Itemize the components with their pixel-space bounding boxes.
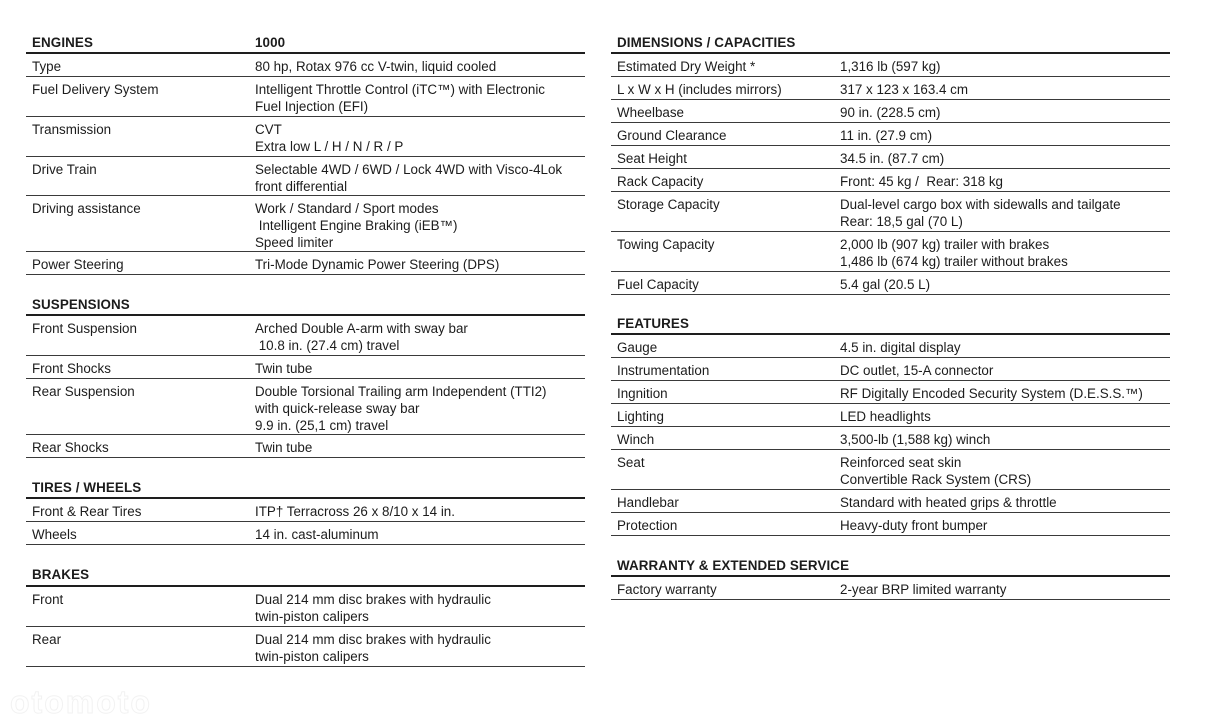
spec-label: Protection — [617, 518, 678, 533]
spec-row — [611, 335, 1170, 358]
spec-value: Front: 45 kg / Rear: 318 kg — [840, 174, 1004, 189]
spec-value: 2-year BRP limited warranty — [840, 582, 1007, 597]
brakes-section-title: BRAKES — [32, 567, 90, 582]
spec-value: 14 in. cast-aluminum — [255, 527, 379, 542]
spec-value: 80 hp, Rotax 976 cc V-twin, liquid cooled — [255, 59, 497, 74]
spec-value: Dual 214 mm disc brakes with hydraulic twin-piston calipers — [255, 592, 491, 624]
spec-value: ITP† Terracross 26 x 8/10 x 14 in. — [255, 504, 455, 519]
spec-value: 4.5 in. digital display — [840, 340, 961, 355]
spec-label: Power Steering — [32, 257, 124, 272]
spec-label: Seat Height — [617, 151, 687, 166]
spec-row — [26, 196, 585, 252]
spec-value: Standard with heated grips & throttle — [840, 495, 1057, 510]
spec-label: Front Shocks — [32, 361, 111, 376]
spec-value: Dual-level cargo box with sidewalls and tailgate Rear: 18,5 gal (70 L) — [840, 197, 1121, 229]
spec-row — [26, 627, 585, 667]
spec-label: Rear Suspension — [32, 384, 135, 399]
spec-label: Factory warranty — [617, 582, 717, 597]
spec-row — [611, 490, 1170, 513]
spec-label: Transmission — [32, 122, 112, 137]
spec-value: Arched Double A-arm with sway bar 10.8 in. (27.4 cm) travel — [255, 321, 468, 353]
engines-section-title: ENGINES — [32, 35, 93, 50]
spec-row — [26, 252, 585, 275]
spec-value: Double Torsional Trailing arm Independent (TTI2) with quick-release sway bar 9.9 in. (25,1 cm) travel — [255, 384, 547, 433]
spec-row — [26, 54, 585, 77]
spec-label: Ingnition — [617, 386, 668, 401]
spec-value: DC outlet, 15-A connector — [840, 363, 994, 378]
spec-row — [26, 356, 585, 379]
spec-row — [611, 77, 1170, 100]
spec-value: Dual 214 mm disc brakes with hydraulic twin-piston calipers — [255, 632, 491, 664]
suspensions-section-title: SUSPENSIONS — [32, 297, 130, 312]
spec-label: Lighting — [617, 409, 664, 424]
spec-label: Rear Shocks — [32, 440, 109, 455]
spec-value: 3,500-lb (1,588 kg) winch — [840, 432, 991, 447]
watermark: otomoto — [10, 684, 152, 720]
spec-label: Fuel Delivery System — [32, 82, 159, 97]
spec-row — [611, 272, 1170, 295]
spec-value: Reinforced seat skin Convertible Rack System (CRS) — [840, 455, 1032, 487]
spec-value: Heavy-duty front bumper — [840, 518, 988, 533]
spec-label: Handlebar — [617, 495, 679, 510]
spec-label: Front Suspension — [32, 321, 137, 336]
spec-value: Twin tube — [255, 440, 313, 455]
spec-row — [611, 123, 1170, 146]
spec-row — [611, 450, 1170, 490]
spec-row — [26, 435, 585, 458]
spec-value: 5.4 gal (20.5 L) — [840, 277, 931, 292]
spec-value: CVT Extra low L / H / N / R / P — [255, 122, 404, 154]
spec-row — [611, 169, 1170, 192]
spec-value: LED headlights — [840, 409, 931, 424]
spec-row — [26, 77, 585, 117]
spec-label: Ground Clearance — [617, 128, 727, 143]
spec-row — [611, 232, 1170, 272]
spec-value: Intelligent Throttle Control (iTC™) with Electronic Fuel Injection (EFI) — [255, 82, 545, 114]
spec-row — [26, 117, 585, 157]
spec-value: 317 x 123 x 163.4 cm — [840, 82, 969, 97]
spec-label: Type — [32, 59, 62, 74]
spec-label: Towing Capacity — [617, 237, 715, 252]
spec-label: Driving assistance — [32, 201, 141, 216]
spec-row — [611, 358, 1170, 381]
spec-label: Instrumentation — [617, 363, 710, 378]
dimensions-section-title: DIMENSIONS / CAPACITIES — [617, 35, 796, 50]
spec-label: Wheels — [32, 527, 77, 542]
features-section-title: FEATURES — [617, 316, 689, 331]
spec-value: Tri-Mode Dynamic Power Steering (DPS) — [255, 257, 500, 272]
spec-value: Work / Standard / Sport modes Intelligent Engine Braking (iEB™) Speed limiter — [255, 201, 458, 250]
spec-label: Storage Capacity — [617, 197, 720, 212]
spec-label: Estimated Dry Weight * — [617, 59, 756, 74]
spec-value: Twin tube — [255, 361, 313, 376]
spec-label: Front & Rear Tires — [32, 504, 142, 519]
spec-row — [26, 379, 585, 435]
engines-model-header: 1000 — [255, 35, 286, 50]
spec-row — [611, 427, 1170, 450]
spec-value: 34.5 in. (87.7 cm) — [840, 151, 945, 166]
spec-row — [611, 100, 1170, 123]
spec-row — [26, 157, 585, 196]
spec-label: Seat — [617, 455, 645, 470]
spec-row — [611, 381, 1170, 404]
spec-label: Wheelbase — [617, 105, 684, 120]
spec-value: 90 in. (228.5 cm) — [840, 105, 941, 120]
spec-value: 2,000 lb (907 kg) trailer with brakes 1,486 lb (674 kg) trailer without brakes — [840, 237, 1068, 269]
spec-label: Winch — [617, 432, 655, 447]
spec-row — [611, 513, 1170, 536]
spec-label: L x W x H (includes mirrors) — [617, 82, 782, 97]
warranty-section-title: WARRANTY & EXTENDED SERVICE — [617, 558, 850, 573]
spec-row — [611, 192, 1170, 232]
spec-value: RF Digitally Encoded Security System (D.E.S.S.™) — [840, 386, 1143, 401]
spec-row — [611, 404, 1170, 427]
spec-row — [611, 577, 1170, 600]
spec-label: Fuel Capacity — [617, 277, 699, 292]
spec-label: Rear — [32, 632, 62, 647]
spec-row — [611, 146, 1170, 169]
spec-label: Gauge — [617, 340, 658, 355]
spec-row — [26, 316, 585, 356]
spec-row — [611, 54, 1170, 77]
spec-row — [26, 522, 585, 545]
spec-value: Selectable 4WD / 6WD / Lock 4WD with Visco-4Lok front differential — [255, 162, 563, 194]
spec-value: 1,316 lb (597 kg) — [840, 59, 941, 74]
spec-value: 11 in. (27.9 cm) — [840, 128, 933, 143]
spec-label: Rack Capacity — [617, 174, 704, 189]
tires-section-title: TIRES / WHEELS — [32, 480, 142, 495]
spec-label: Front — [32, 592, 64, 607]
spec-label: Drive Train — [32, 162, 97, 177]
spec-row — [26, 587, 585, 627]
spec-row — [26, 499, 585, 522]
